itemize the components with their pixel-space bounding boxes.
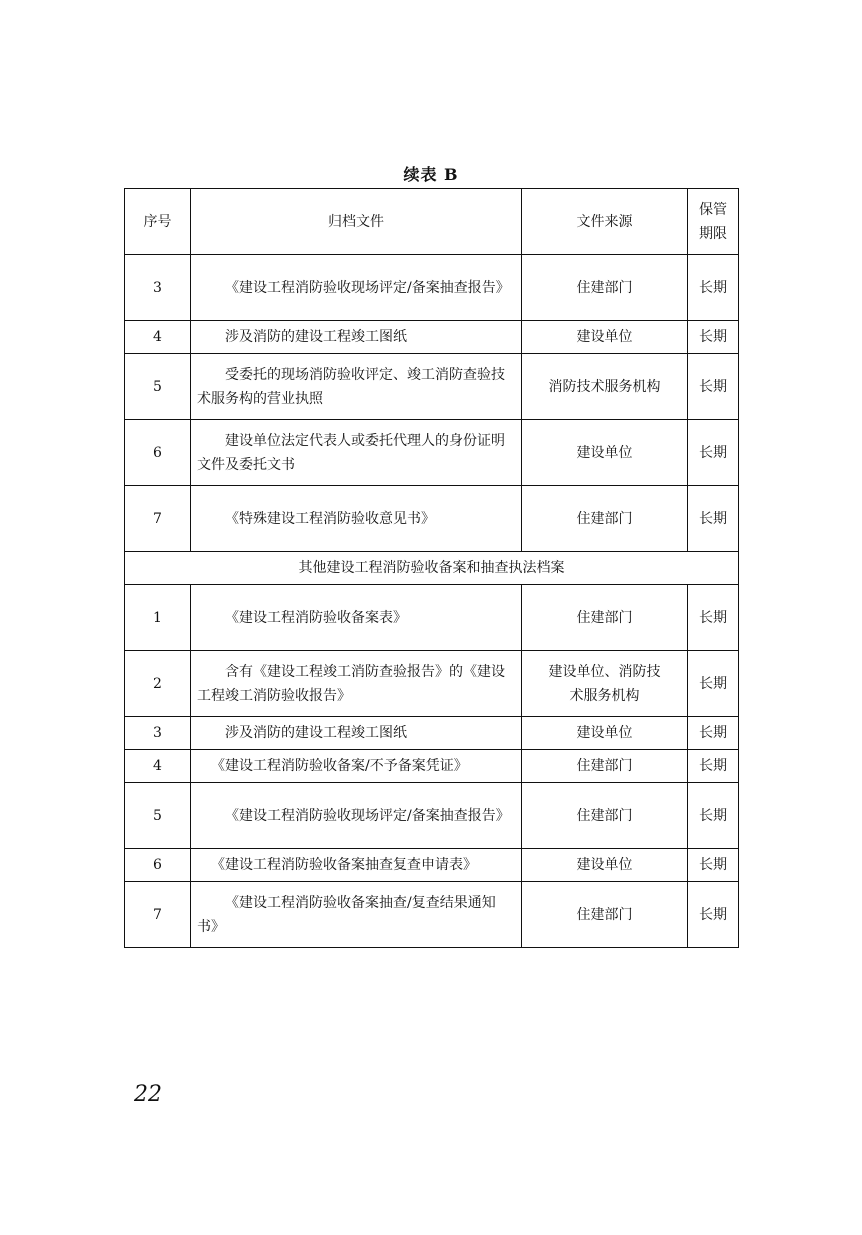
row-no: 1 xyxy=(125,585,191,651)
table-row xyxy=(125,882,739,948)
row-term: 长期 xyxy=(688,321,739,354)
row-no: 2 xyxy=(125,651,191,717)
row-file: 《建设工程消防验收现场评定/备案抽查报告》 xyxy=(191,783,522,849)
table-header-row xyxy=(125,189,739,255)
table-caption: 续表 B xyxy=(403,165,459,184)
table-row xyxy=(125,717,739,750)
row-source: 建设单位 xyxy=(522,321,688,354)
row-source: 住建部门 xyxy=(522,585,688,651)
table-row xyxy=(125,849,739,882)
row-no: 7 xyxy=(125,486,191,552)
row-source: 建设单位、消防技术服务机构 xyxy=(522,651,688,717)
row-file: 《建设工程消防验收备案/不予备案凭证》 xyxy=(191,750,522,783)
row-file: 《建设工程消防验收备案抽查/复查结果通知书》 xyxy=(191,882,522,948)
header-source: 文件来源 xyxy=(522,189,688,255)
row-source: 建设单位 xyxy=(522,849,688,882)
table-row xyxy=(125,420,739,486)
row-no: 4 xyxy=(125,750,191,783)
table-row xyxy=(125,486,739,552)
row-file: 受委托的现场消防验收评定、竣工消防查验技术服务构的营业执照 xyxy=(191,354,522,420)
row-file: 涉及消防的建设工程竣工图纸 xyxy=(191,321,522,354)
row-term: 长期 xyxy=(688,750,739,783)
row-no: 7 xyxy=(125,882,191,948)
row-term: 长期 xyxy=(688,354,739,420)
row-file: 建设单位法定代表人或委托代理人的身份证明文件及委托文书 xyxy=(191,420,522,486)
row-no: 5 xyxy=(125,354,191,420)
row-source: 住建部门 xyxy=(522,783,688,849)
table-row xyxy=(125,750,739,783)
row-source: 消防技术服务机构 xyxy=(522,354,688,420)
row-term: 长期 xyxy=(688,486,739,552)
row-no: 6 xyxy=(125,849,191,882)
page-number: 22 xyxy=(134,1082,162,1107)
row-no: 4 xyxy=(125,321,191,354)
row-term: 长期 xyxy=(688,882,739,948)
row-term: 长期 xyxy=(688,717,739,750)
row-file: 含有《建设工程竣工消防查验报告》的《建设工程竣工消防验收报告》 xyxy=(191,651,522,717)
row-term: 长期 xyxy=(688,783,739,849)
row-source: 住建部门 xyxy=(522,882,688,948)
archive-table xyxy=(124,188,739,948)
row-source: 住建部门 xyxy=(522,255,688,321)
row-file: 《建设工程消防验收备案抽查复查申请表》 xyxy=(191,849,522,882)
row-source: 住建部门 xyxy=(522,750,688,783)
section-title: 其他建设工程消防验收备案和抽查执法档案 xyxy=(125,552,739,585)
section-row xyxy=(125,552,739,585)
row-source: 住建部门 xyxy=(522,486,688,552)
row-term: 长期 xyxy=(688,255,739,321)
table-row xyxy=(125,321,739,354)
row-term: 长期 xyxy=(688,849,739,882)
header-term: 保管期限 xyxy=(688,189,739,255)
table-row xyxy=(125,255,739,321)
row-no: 5 xyxy=(125,783,191,849)
row-term: 长期 xyxy=(688,420,739,486)
row-term: 长期 xyxy=(688,585,739,651)
row-no: 3 xyxy=(125,255,191,321)
row-file: 《建设工程消防验收备案表》 xyxy=(191,585,522,651)
row-source: 建设单位 xyxy=(522,420,688,486)
row-file: 《建设工程消防验收现场评定/备案抽查报告》 xyxy=(191,255,522,321)
row-no: 6 xyxy=(125,420,191,486)
header-file: 归档文件 xyxy=(191,189,522,255)
row-no: 3 xyxy=(125,717,191,750)
table-row xyxy=(125,585,739,651)
table-row xyxy=(125,354,739,420)
row-term: 长期 xyxy=(688,651,739,717)
header-no: 序号 xyxy=(125,189,191,255)
table-row xyxy=(125,651,739,717)
table-row xyxy=(125,783,739,849)
row-file: 涉及消防的建设工程竣工图纸 xyxy=(191,717,522,750)
row-file: 《特殊建设工程消防验收意见书》 xyxy=(191,486,522,552)
row-source: 建设单位 xyxy=(522,717,688,750)
